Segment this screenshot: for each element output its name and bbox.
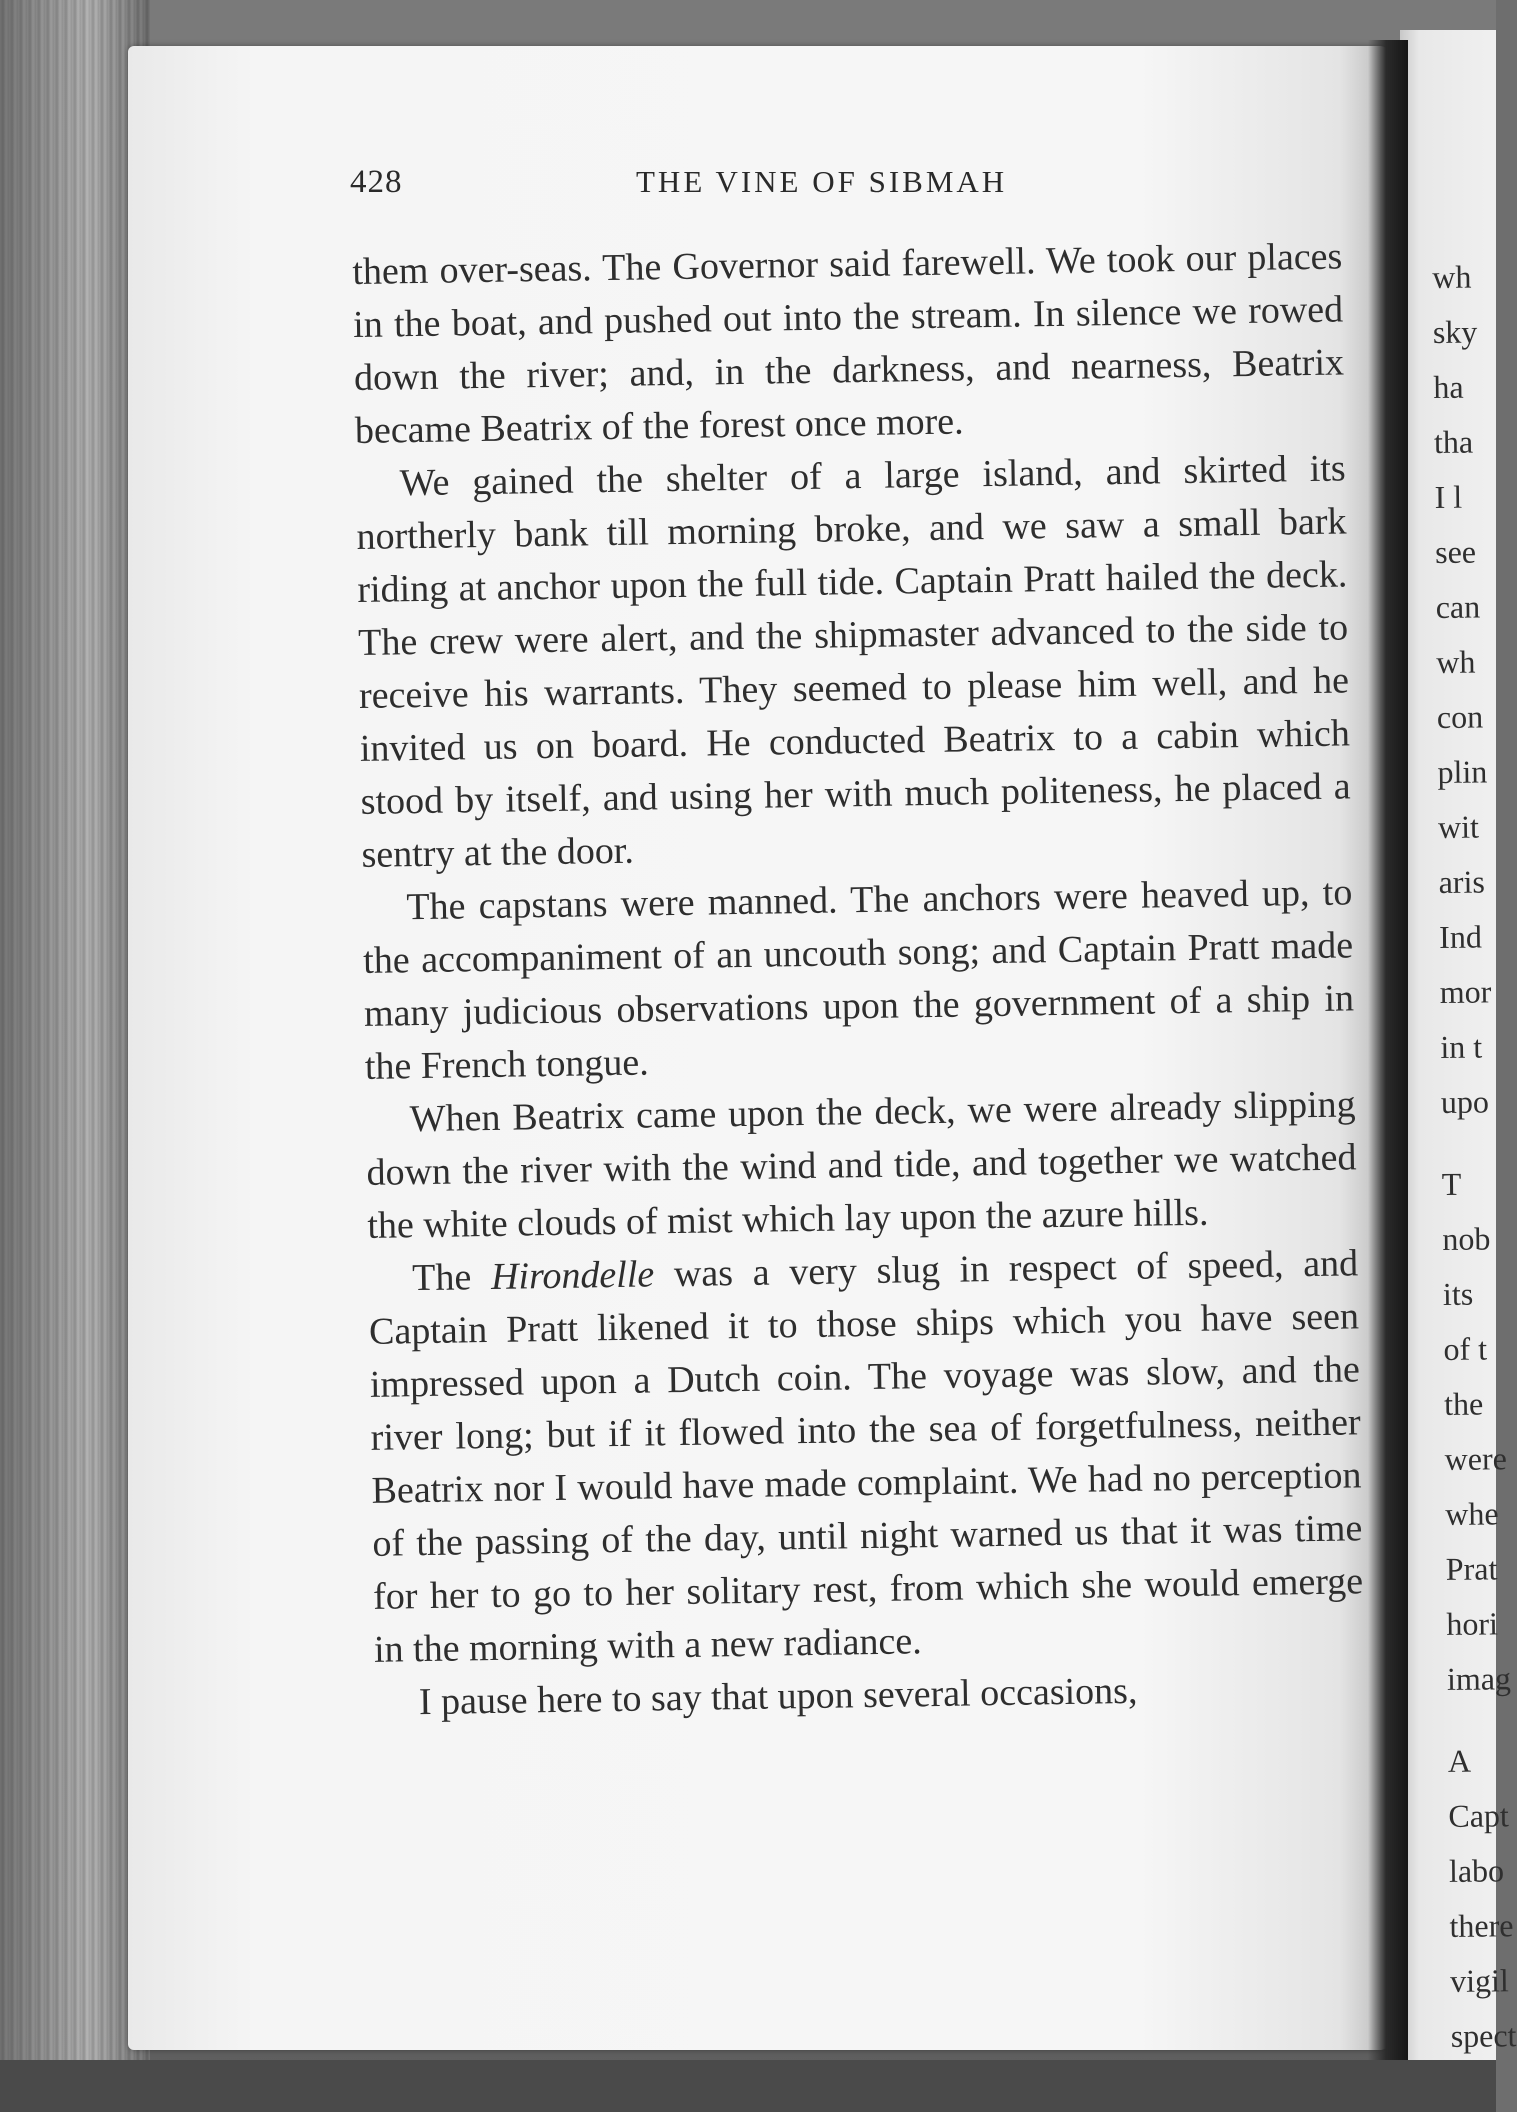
scan-bottom-band — [0, 2060, 1496, 2112]
paragraph: We gained the shelter of a large island, and skirted its northerly bank till morning broke, and we saw a small bark riding at anchor upon the full tide. Captain Pratt hailed the deck. The crew were alert, and the shipmaster advanced to the side to receive his warrants. They seemed to please him well, and he invited us on board. He conducted Beatrix to a cabin which stood by itself, and using her with much politeness, he placed a sentry at the door. — [356, 447, 1351, 876]
paragraph — [368, 1237, 1365, 1676]
paragraph-gap — [1447, 1706, 1511, 1734]
facing-line-fragment: T — [1441, 1165, 1462, 1202]
facing-line-fragment: spect — [1450, 2017, 1517, 2054]
facing-line-fragment: tha — [1433, 423, 1474, 460]
paragraph-gap — [1441, 1129, 1505, 1157]
paragraph: The capstans were manned. The anchors were heaved up, to the accompaniment of an uncouth song; and Captain Pratt made many judicious observations upon the government of a ship in the French tongue. — [362, 871, 1355, 1088]
facing-line-fragment: wh — [1432, 258, 1472, 295]
facing-line-fragment: see — [1434, 533, 1477, 570]
facing-line-fragment: plin — [1437, 753, 1488, 790]
facing-line-fragment: nob — [1442, 1220, 1491, 1257]
facing-line-fragment: wh — [1436, 643, 1476, 680]
facing-line-fragment: its — [1442, 1275, 1474, 1312]
facing-line-fragment: there — [1449, 1907, 1514, 1944]
facing-line-fragment: con — [1436, 698, 1484, 735]
facing-line-fragment: the — [1443, 1385, 1484, 1422]
body-text — [352, 230, 1365, 1729]
running-head: THE VINE OF SIBMAH — [636, 164, 1008, 199]
facing-line-fragment: vigil — [1449, 1962, 1509, 1999]
facing-line-fragment: aris — [1438, 863, 1486, 900]
book-gutter-shadow — [1368, 40, 1408, 2070]
facing-line-fragment: imag — [1446, 1660, 1512, 1697]
facing-line-fragment: mor — [1439, 973, 1492, 1010]
facing-line-fragment: can — [1435, 588, 1481, 625]
facing-line-fragment: in t — [1440, 1028, 1483, 1065]
paragraph-text: was a very slug in respect of speed, and Captain Pratt likened it to those ships which you have seen impressed upon a Dutch coin. The voyage was slow, and the river long; but if it flowed into the sea of forgetfulness, neither Beatrix nor I would have made complaint. We had no perception of the passing of the day, until night warned us that it was time for her to go to her solitary rest, from which she would emerge in the morning with a new radiance. — [368, 1242, 1364, 1671]
facing-line-fragment: A — [1447, 1742, 1472, 1779]
facing-line-fragment: of t — [1443, 1330, 1488, 1367]
facing-line-fragment: labo — [1448, 1852, 1505, 1889]
facing-line-fragment: upo — [1440, 1083, 1490, 1120]
facing-line-fragment: hori — [1446, 1605, 1499, 1642]
facing-line-fragment: wit — [1437, 808, 1480, 845]
paragraph: them over-seas. The Governor said farewell. We took our places in the boat, and pushed out into the stream. In silence we rowed down the river; and, in the darkness, and nearness, Beatrix became Beatrix of the forest once more. — [352, 235, 1345, 452]
paragraph: When Beatrix came upon the deck, we were already slipping down the river with the wind and tide, and together we watched the white clouds of mist which lay upon the azure hills. — [366, 1083, 1357, 1247]
facing-line-fragment: Ind — [1439, 918, 1483, 955]
facing-line-fragment: Capt — [1448, 1797, 1510, 1834]
facing-line-fragment: I l — [1434, 478, 1463, 515]
facing-line-fragment: Prat — [1445, 1550, 1498, 1587]
facing-line-fragment: sky — [1432, 313, 1478, 350]
paragraph-text: The — [411, 1255, 492, 1300]
ship-name: Hirondelle — [490, 1253, 655, 1298]
paragraph: I pause here to say that upon several occasions, — [418, 1669, 1138, 1724]
facing-line-fragment: ha — [1433, 368, 1464, 405]
facing-line-fragment: whe — [1445, 1495, 1499, 1532]
facing-line-fragment: were — [1444, 1440, 1508, 1477]
page-number: 428 — [350, 164, 403, 200]
